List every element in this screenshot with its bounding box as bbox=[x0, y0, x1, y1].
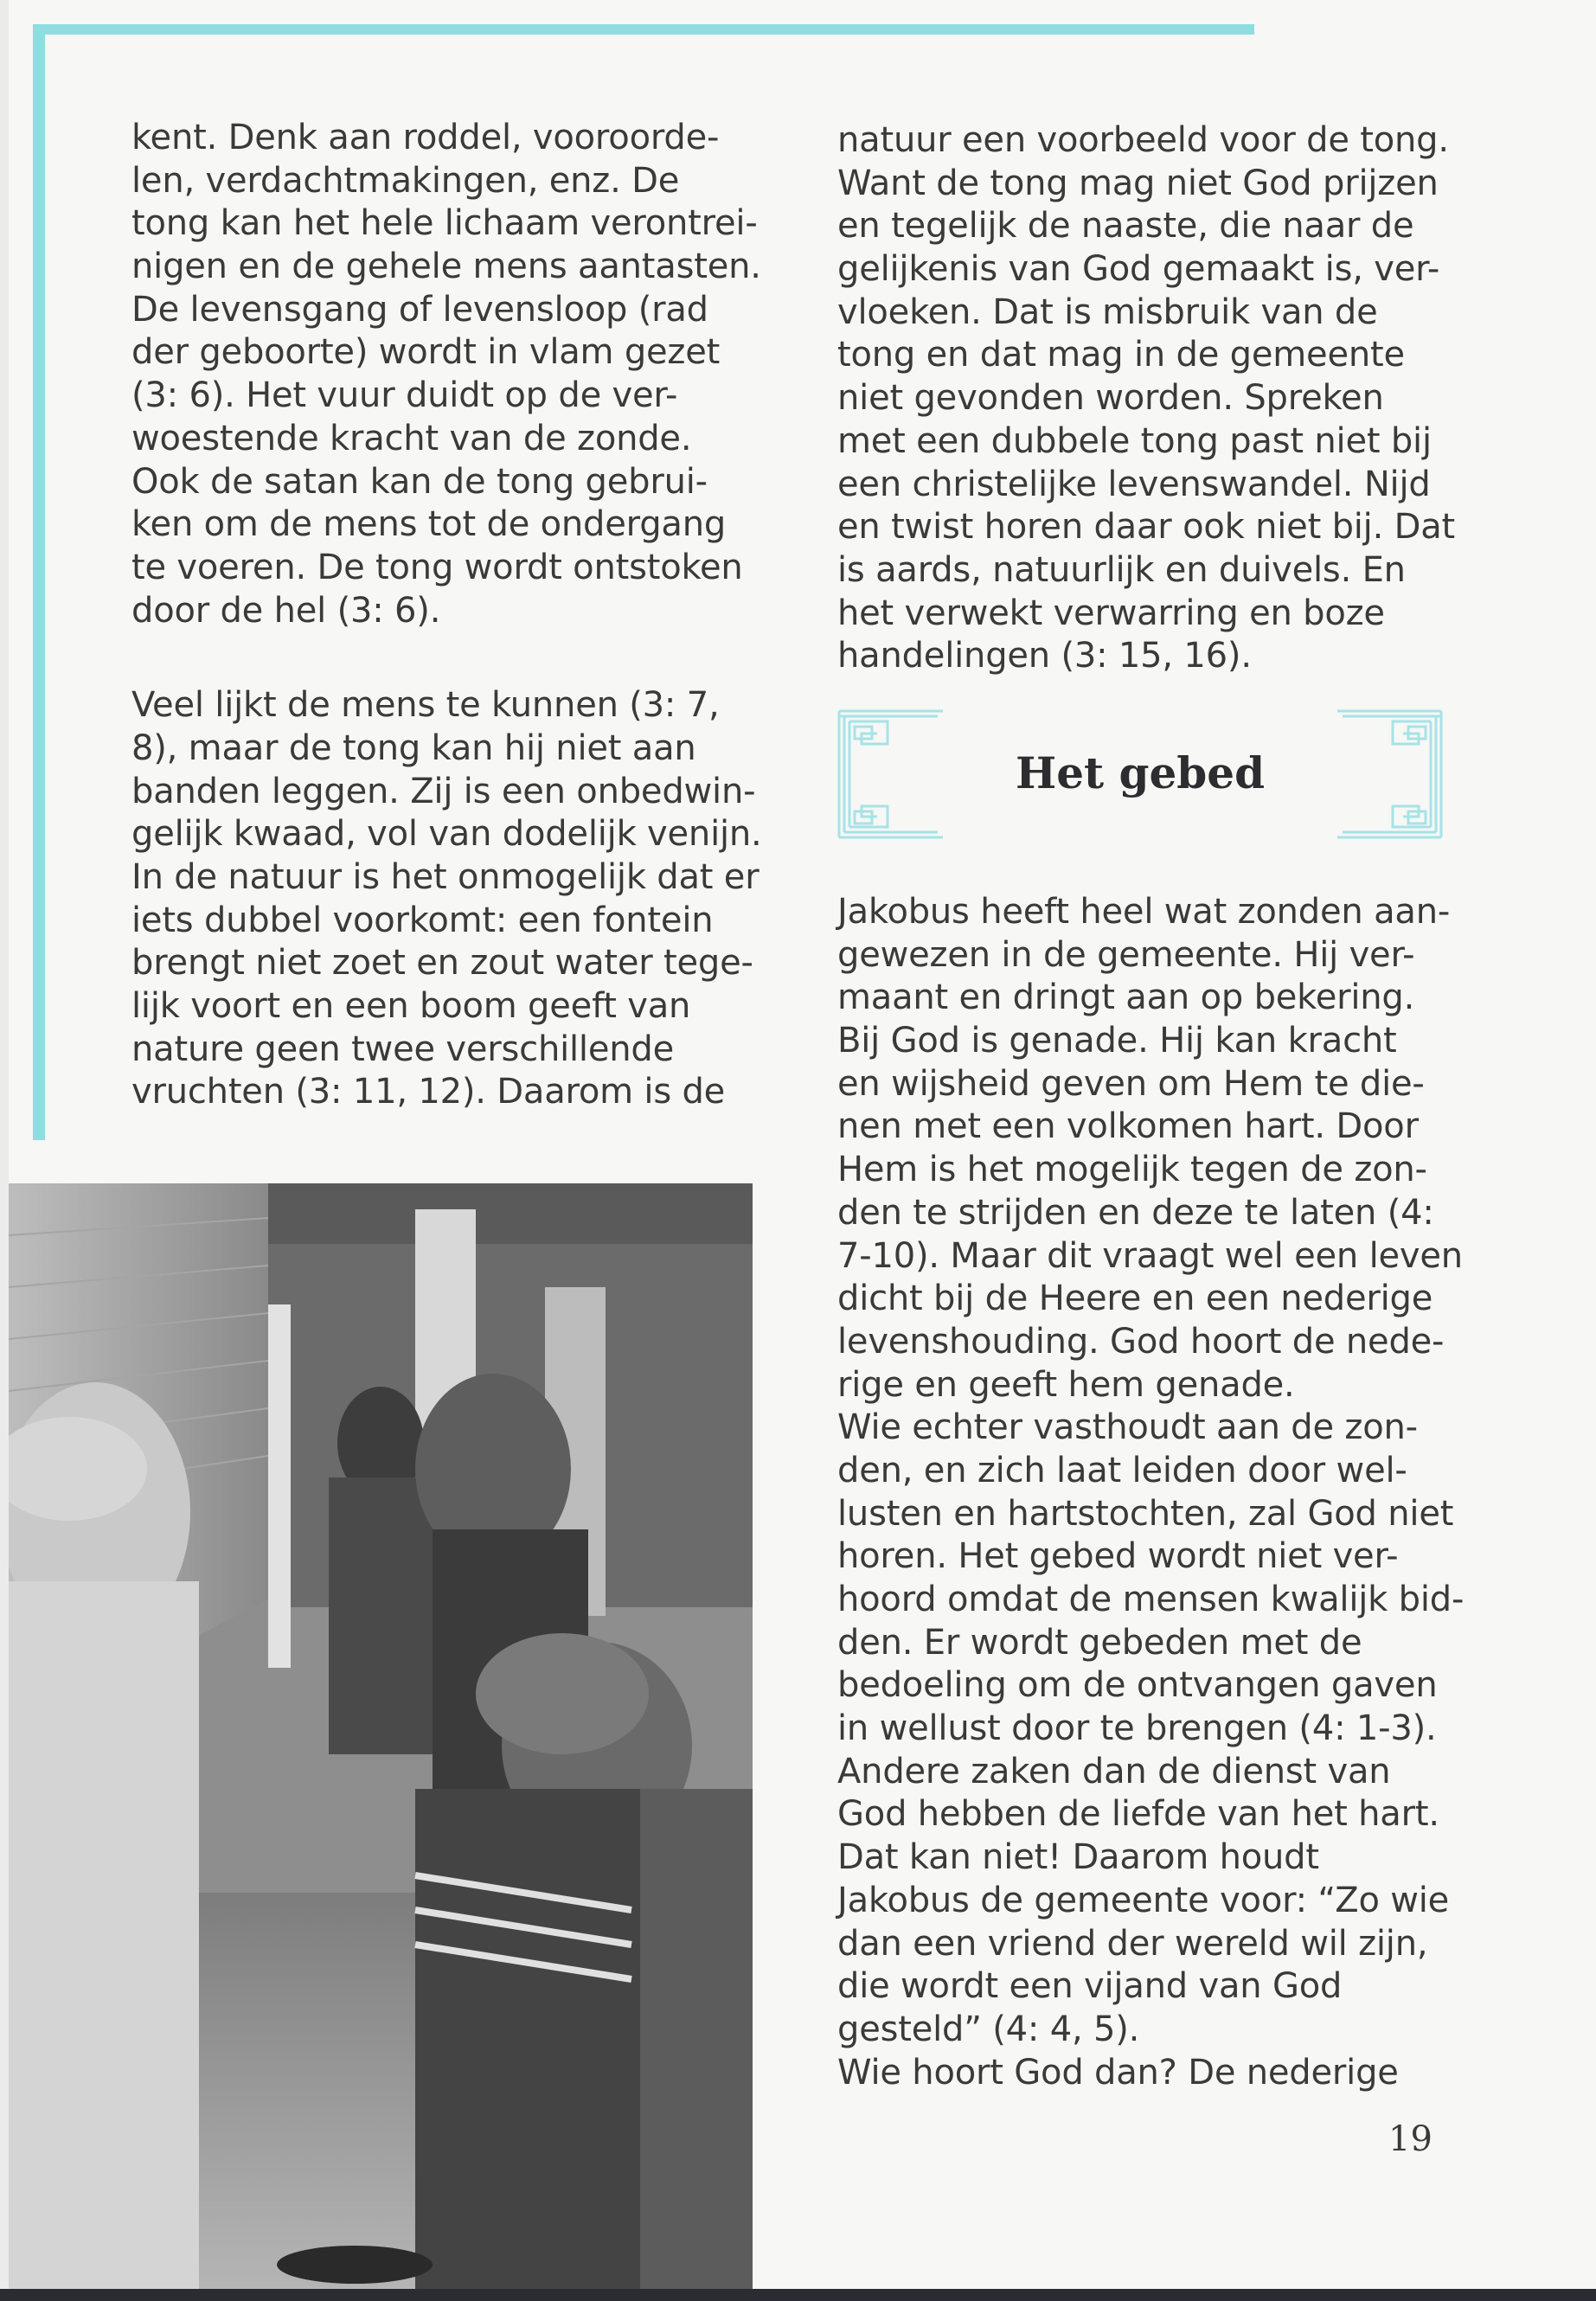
text-line: door de hel (3: 6). bbox=[131, 590, 441, 631]
photo-people-in-hallway bbox=[9, 1183, 753, 2289]
text-line: Hem is het mogelijk tegen de zon- bbox=[837, 1150, 1427, 1190]
page-number: 19 bbox=[1388, 2119, 1433, 2159]
text-line: gesteld” (4: 4, 5). bbox=[837, 2009, 1140, 2049]
text-line: In de natuur is het onmogelijk dat er bbox=[131, 857, 760, 897]
section-heading: Het gebed bbox=[1015, 747, 1266, 798]
page-edge bbox=[0, 0, 9, 2301]
text-line: ken om de mens tot de ondergang bbox=[131, 504, 727, 545]
text-line: hoord omdat de mensen kwalijk bid- bbox=[837, 1580, 1465, 1619]
text-line: God hebben de liefde van het hart. bbox=[837, 1794, 1439, 1835]
text-line: nen met een volkomen hart. Door bbox=[837, 1106, 1419, 1147]
text-line: Bij God is genade. Hij kan kracht bbox=[837, 1021, 1397, 1061]
text-line: nigen en de gehele mens aantasten. bbox=[131, 247, 761, 287]
frame-top-bar bbox=[33, 24, 1254, 35]
text-line: gelijkenis van God gemaakt is, ver- bbox=[837, 249, 1440, 290]
text-line: woestende kracht van de zonde. bbox=[131, 418, 692, 458]
paragraph-gap bbox=[131, 632, 789, 684]
text-line: horen. Het gebed wordt niet ver- bbox=[837, 1536, 1399, 1577]
text-line: gelijk kwaad, vol van dodelijk venijn. bbox=[131, 814, 762, 855]
text-line: Andere zaken dan de dienst van bbox=[837, 1751, 1391, 1791]
left-column bbox=[131, 117, 789, 1114]
text-line: tong en dat mag in de gemeente bbox=[837, 335, 1405, 375]
text-line: een christelijke levenswandel. Nijd bbox=[837, 464, 1431, 504]
right-column-top bbox=[837, 119, 1460, 678]
text-line: den, en zich laat leiden door wel- bbox=[837, 1450, 1407, 1490]
text-line: Ook de satan kan de tong gebrui- bbox=[131, 461, 708, 502]
frame-left-bar bbox=[33, 24, 45, 1140]
text-line: lusten en hartstochten, zal God niet bbox=[837, 1493, 1454, 1534]
text-line: dicht bij de Heere en een nederige bbox=[837, 1279, 1433, 1319]
text-line: vloeken. Dat is misbruik van de bbox=[837, 292, 1378, 332]
text-line: 8), maar de tong kan hij niet aan bbox=[131, 727, 696, 768]
left-paragraph-1 bbox=[131, 117, 789, 632]
text-line: nature geen twee verschillende bbox=[131, 1029, 675, 1069]
text-line: en wijsheid geven om Hem te die- bbox=[837, 1063, 1425, 1104]
text-line: natuur een voorbeeld voor de tong. bbox=[837, 120, 1449, 160]
text-line: kent. Denk aan roddel, vooroorde- bbox=[131, 118, 720, 157]
text-line: Dat kan niet! Daarom houdt bbox=[837, 1837, 1319, 1878]
text-line: brengt niet zoet en zout water tege- bbox=[131, 943, 753, 984]
text-line: bedoeling om de ontvangen gaven bbox=[837, 1665, 1438, 1706]
text-line: iets dubbel voorkomt: een fontein bbox=[131, 900, 714, 940]
text-line: en twist horen daar ook niet bij. Dat bbox=[837, 507, 1456, 548]
text-line: De levensgang of levensloop (rad bbox=[131, 289, 708, 330]
text-line: maant en dringt aan op bekering. bbox=[837, 977, 1415, 1018]
text-line: Wie hoort God dan? De nederige bbox=[837, 2052, 1399, 2093]
text-line: Wie echter vasthoudt aan de zon- bbox=[837, 1407, 1418, 1448]
text-line: Jakobus de gemeente voor: “Zo wie bbox=[837, 1880, 1450, 1920]
text-line: te voeren. De tong wordt ontstoken bbox=[131, 547, 743, 587]
text-line: 7-10). Maar dit vraagt wel een leven bbox=[837, 1235, 1463, 1276]
text-line: der geboorte) wordt in vlam gezet bbox=[131, 332, 721, 373]
left-paragraph-2 bbox=[131, 684, 789, 1114]
text-line: dan een vriend der wereld wil zijn, bbox=[837, 1923, 1428, 1964]
text-line: den te strijden en deze te laten (4: bbox=[837, 1192, 1434, 1233]
text-line: vruchten (3: 11, 12). Daarom is de bbox=[131, 1072, 726, 1112]
text-line: is aards, natuurlijk en duivels. En bbox=[837, 549, 1406, 590]
text-line: in wellust door te brengen (4: 1-3). bbox=[837, 1708, 1437, 1749]
text-line: levenshouding. God hoort de nede- bbox=[837, 1321, 1445, 1362]
text-line: met een dubbele tong past niet bij bbox=[837, 420, 1432, 461]
text-line: gewezen in de gemeente. Hij ver- bbox=[837, 934, 1415, 975]
text-line: niet gevonden worden. Spreken bbox=[837, 378, 1384, 419]
text-line: Want de tong mag niet God prijzen bbox=[837, 163, 1439, 203]
text-line: Veel lijkt de mens te kunnen (3: 7, bbox=[131, 685, 720, 726]
text-line: den. Er wordt gebeden met de bbox=[837, 1622, 1362, 1663]
text-line: die wordt een vijand van God bbox=[837, 1966, 1343, 2007]
text-line: banden leggen. Zij is een onbedwin- bbox=[131, 771, 756, 811]
text-line: het verwekt verwarring en boze bbox=[837, 593, 1385, 633]
text-line: (3: 6). Het vuur duidt op de ver- bbox=[131, 375, 678, 416]
page-bottom-edge bbox=[0, 2289, 1596, 2301]
text-line: Jakobus heeft heel wat zonden aan- bbox=[837, 892, 1451, 932]
text-line: en tegelijk de naaste, die naar de bbox=[837, 206, 1414, 247]
text-line: len, verdachtmakingen, enz. De bbox=[131, 160, 680, 201]
right-column-bottom bbox=[837, 891, 1465, 2094]
hallway-photo-illustration bbox=[9, 1183, 753, 2289]
text-line: lijk voort en een boom geeft van bbox=[131, 986, 691, 1027]
text-line: handelingen (3: 15, 16). bbox=[837, 636, 1252, 676]
text-line: rige en geeft hem genade. bbox=[837, 1364, 1295, 1405]
text-line: tong kan het hele lichaam verontrei- bbox=[131, 203, 758, 244]
section-heading-box bbox=[836, 709, 1445, 841]
